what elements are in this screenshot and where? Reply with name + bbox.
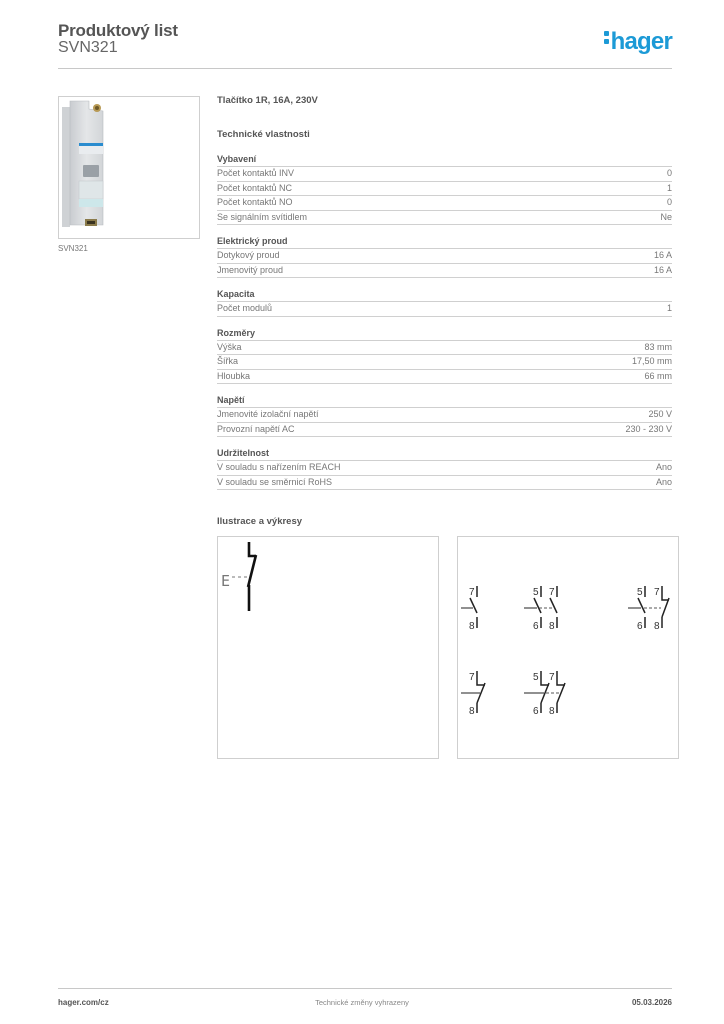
spec-row (217, 249, 672, 264)
spec-label: V souladu s nařízením REACH (217, 462, 341, 472)
header-divider (58, 68, 672, 69)
document-title: Produktový list (58, 21, 178, 40)
spec-value: Ano (655, 462, 672, 472)
spec-group-dimensions (217, 327, 672, 385)
spec-value: 83 mm (644, 341, 672, 352)
spec-label: Jmenovitý proud (217, 264, 284, 275)
footer-divider (58, 988, 672, 989)
group-title: Udržitelnost (217, 447, 672, 461)
group-title: Elektrický proud (217, 235, 672, 249)
group-title: Napětí (217, 394, 672, 408)
spec-group-voltage (217, 394, 672, 437)
spec-value: 250 V (648, 409, 672, 419)
spec-group-capacity (217, 288, 672, 317)
spec-label: Počet kontaktů INV (217, 168, 295, 178)
spec-group-sustainability (217, 447, 672, 490)
spec-row (217, 196, 672, 211)
illustration-wiring-symbol (217, 536, 439, 759)
product-image-frame (58, 96, 200, 239)
terminal-label: 6 (533, 621, 539, 632)
spec-row (217, 211, 672, 226)
spec-value: 17,50 mm (631, 356, 672, 366)
spec-value: Ano (655, 476, 672, 487)
spec-value: 230 - 230 V (625, 423, 672, 434)
spec-label: Počet kontaktů NO (217, 197, 293, 207)
group-title: Kapacita (217, 288, 672, 302)
spec-row (217, 302, 672, 317)
spec-value: 0 (666, 197, 672, 207)
contact-symbol-no-nc (628, 586, 669, 632)
spec-row (217, 476, 672, 491)
contact-symbol-no (461, 586, 477, 632)
terminal-label: 6 (637, 621, 643, 632)
contact-symbol-2no (524, 586, 557, 632)
spec-value: Ne (660, 211, 672, 222)
spec-row (217, 264, 672, 279)
contact-symbol-2nc (524, 671, 565, 717)
spec-label: Dotykový proud (217, 250, 280, 260)
footer-website-link[interactable]: hager.com/cz (58, 998, 109, 1007)
footer-disclaimer: Technické změny vyhrazeny (315, 998, 409, 1007)
product-name: Tlačítko 1R, 16A, 230V (217, 95, 318, 106)
terminal-label: 7 (654, 587, 660, 598)
push-button-nc-symbol-icon (218, 537, 438, 758)
spec-row (217, 408, 672, 423)
terminal-label: 5 (637, 587, 643, 598)
terminal-label: 7 (549, 587, 555, 598)
spec-label: Jmenovité izolační napětí (217, 409, 319, 419)
spec-row (217, 355, 672, 370)
spec-value: 66 mm (644, 370, 672, 381)
spec-label: Se signálním svítidlem (217, 211, 308, 222)
contact-symbol-nc (461, 671, 485, 717)
spec-row (217, 167, 672, 182)
spec-label: Výška (217, 341, 242, 352)
terminal-label: 8 (549, 706, 555, 717)
spec-label: Počet modulů (217, 303, 273, 313)
spec-group-equipment (217, 153, 672, 225)
terminal-label: 8 (549, 621, 555, 632)
spec-value: 1 (666, 303, 672, 313)
spec-row (217, 423, 672, 438)
spec-value: 0 (666, 168, 672, 178)
terminal-label: 7 (469, 587, 475, 598)
spec-value: 1 (666, 182, 672, 193)
terminal-label: 7 (549, 672, 555, 683)
group-title: Rozměry (217, 327, 672, 341)
terminal-label: 5 (533, 587, 539, 598)
illustrations-heading: Ilustrace a výkresy (217, 516, 303, 527)
terminal-label: 7 (469, 672, 475, 683)
spec-value: 16 A (653, 250, 672, 260)
terminal-label: 6 (533, 706, 539, 717)
product-code: SVN321 (58, 39, 118, 56)
footer-date: 05.03.2026 (631, 998, 672, 1007)
spec-row (217, 182, 672, 197)
tech-heading: Technické vlastnosti (217, 129, 310, 140)
logo-text: hager (610, 28, 672, 55)
group-title: Vybavení (217, 153, 672, 167)
hager-logo (604, 28, 672, 56)
terminal-label: 8 (469, 706, 475, 717)
spec-row (217, 341, 672, 356)
product-image-caption: SVN321 (58, 244, 88, 253)
spec-value: 16 A (653, 264, 672, 275)
spec-row (217, 370, 672, 385)
spec-label: Počet kontaktů NC (217, 182, 293, 193)
terminal-label: 5 (533, 672, 539, 683)
logo-colon-icon (604, 28, 609, 47)
actuator-label: E (221, 572, 231, 590)
spec-row (217, 461, 672, 476)
product-photo-icon (59, 97, 199, 238)
terminal-label: 8 (469, 621, 475, 632)
spec-label: V souladu se směrnicí RoHS (217, 476, 333, 487)
spec-label: Provozní napětí AC (217, 423, 295, 434)
contact-variant-symbols-icon (458, 537, 678, 758)
illustration-contact-variants (457, 536, 679, 759)
spec-group-current (217, 235, 672, 278)
terminal-label: 8 (654, 621, 660, 632)
spec-label: Šířka (217, 356, 239, 366)
spec-label: Hloubka (217, 370, 251, 381)
spec-section (217, 95, 672, 490)
